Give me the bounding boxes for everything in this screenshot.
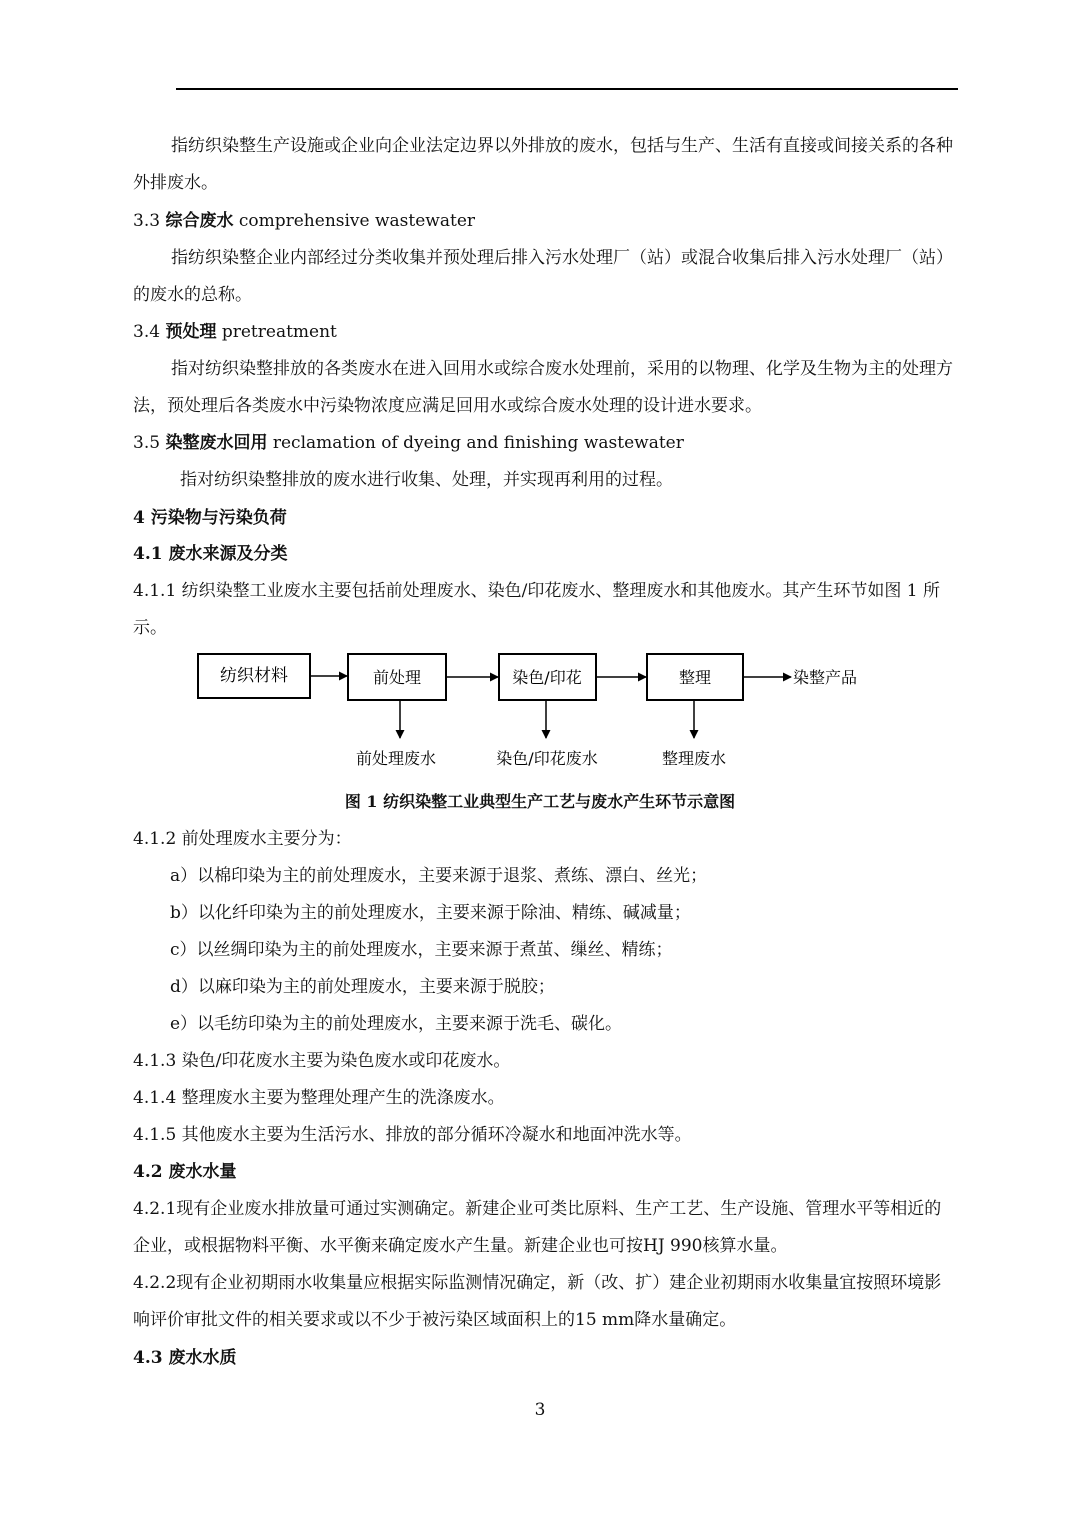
page-number: 3 bbox=[534, 1400, 546, 1420]
list-item: d）以麻印染为主的前处理废水，主要来源于脱胶； bbox=[170, 977, 555, 997]
section-4-2-1-text: 4.2.1现有企业废水排放量可通过实测确定。新建企业可类比原料、生产工艺、生产设施、管理水平等相近的企业，或根据物料平衡、水平衡来确定废水产生量。新建企业也可按HJ 990核算水量。 bbox=[133, 1199, 942, 1256]
list-item: c）以丝绸印染为主的前处理废水，主要来源于煮茧、缫丝、精练； bbox=[170, 940, 673, 960]
section-title-zh: 综合废水 bbox=[165, 211, 234, 231]
section-3-3-body: 指纺织染整企业内部经过分类收集并预处理后排入污水处理厂（站）或混合收集后排入污水处理厂（站）的废水的总称。 bbox=[133, 248, 953, 305]
header-rule bbox=[176, 88, 958, 90]
box-finishing-label: 整理 bbox=[678, 668, 712, 687]
section-4-1-1-text: 4.1.1 纺织染整工业废水主要包括前处理废水、染色/印花废水、整理废水和其他废水。其产生环节如图 1 所示。 bbox=[133, 581, 941, 638]
intro-paragraph: 指纺织染整生产设施或企业向企业法定边界以外排放的废水，包括与生产、生活有直接或间接关系的各种外排废水。 bbox=[133, 136, 953, 193]
process-flow-diagram bbox=[190, 648, 890, 780]
section-number: 3.5 bbox=[133, 433, 161, 453]
section-number: 3.4 bbox=[133, 322, 161, 342]
section-3-4-body: 指对纺织染整排放的各类废水在进入回用水或综合废水处理前，采用的以物理、化学及生物为主的处理方法，预处理后各类废水中污染物浓度应满足回用水或综合废水处理的设计进水要求。 bbox=[133, 359, 953, 416]
waste-pretreatment-label: 前处理废水 bbox=[355, 749, 437, 768]
section-3-3-heading bbox=[133, 203, 475, 240]
figure-caption: 图 1 纺织染整工业典型生产工艺与废水产生环节示意图 bbox=[344, 792, 736, 811]
section-4-heading: 4 污染物与污染负荷 bbox=[133, 508, 287, 528]
section-3-5-body: 指对纺织染整排放的废水进行收集、处理，并实现再利用的过程。 bbox=[180, 470, 673, 490]
waste-finishing-label: 整理废水 bbox=[661, 749, 727, 768]
section-4-1-5-text: 4.1.5 其他废水主要为生活污水、排放的部分循环冷凝水和地面冲洗水等。 bbox=[133, 1125, 692, 1145]
section-4-3-heading: 4.3 废水水质 bbox=[133, 1348, 237, 1368]
section-number: 3.3 bbox=[133, 211, 161, 231]
section-4-1-3-text: 4.1.3 染色/印花废水主要为染色废水或印花废水。 bbox=[133, 1051, 511, 1071]
section-4-2-heading: 4.2 废水水量 bbox=[133, 1162, 237, 1182]
section-4-1-2-text: 4.1.2 前处理废水主要分为： bbox=[133, 829, 352, 849]
section-4-1-heading: 4.1 废水来源及分类 bbox=[133, 544, 288, 564]
section-3-4-heading bbox=[133, 314, 337, 351]
waste-dyeing-label: 染色/印花废水 bbox=[496, 749, 598, 768]
section-4-2-2-text: 4.2.2现有企业初期雨水收集量应根据实际监测情况确定，新（改、扩）建企业初期雨水收集量宜按照环境影响评价审批文件的相关要求或以不少于被污染区域面积上的15 mm降水量确定。 bbox=[133, 1273, 942, 1330]
list-item: e）以毛纺印染为主的前处理废水，主要来源于洗毛、碳化。 bbox=[170, 1014, 623, 1034]
box-pretreatment-label: 前处理 bbox=[372, 668, 422, 687]
list-item: b）以化纤印染为主的前处理废水，主要来源于除油、精练、碱减量； bbox=[170, 903, 691, 923]
section-title-zh: 预处理 bbox=[165, 322, 217, 342]
section-3-5-heading bbox=[133, 425, 684, 462]
list-item: a）以棉印染为主的前处理废水，主要来源于退浆、煮练、漂白、丝光； bbox=[170, 866, 708, 886]
product-label: 染整产品 bbox=[793, 668, 858, 687]
section-title-zh: 染整废水回用 bbox=[165, 433, 268, 453]
box-dyeing-printing-label: 染色/印花 bbox=[512, 668, 582, 687]
section-title-en: pretreatment bbox=[221, 322, 337, 342]
section-title-en: reclamation of dyeing and finishing wastewater bbox=[272, 433, 684, 453]
section-title-en: comprehensive wastewater bbox=[238, 211, 475, 231]
section-4-1-4-text: 4.1.4 整理废水主要为整理处理产生的洗涤废水。 bbox=[133, 1088, 505, 1108]
box-textile-material-label: 纺织材料 bbox=[220, 666, 288, 686]
